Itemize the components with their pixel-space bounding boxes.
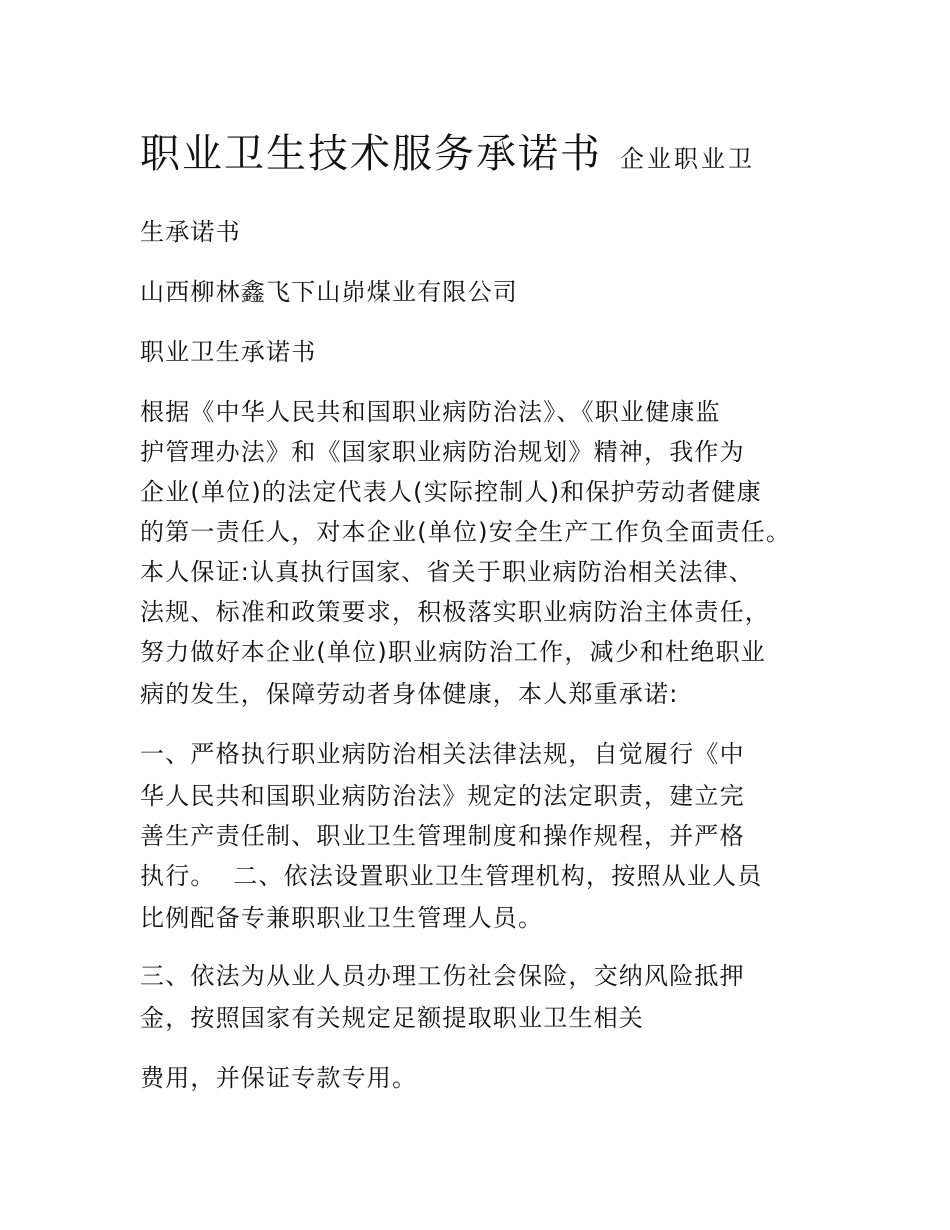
body-line: 法规、标准和政策要求，积极落实职业病防治主体责任， xyxy=(140,598,770,626)
body-line: 护管理办法》和《国家职业病防治规划》精神，我作为 xyxy=(140,438,745,466)
body-line: 华人民共和国职业病防治法》规定的法定职责，建立完 xyxy=(140,782,745,810)
title-line xyxy=(140,130,755,178)
body-line: 费用，并保证专款专用。 xyxy=(140,1064,418,1092)
body-line: 善生产责任制、职业卫生管理制度和操作规程，并严格 xyxy=(140,822,745,850)
company-name: 山西柳林鑫飞下山峁煤业有限公司 xyxy=(140,278,518,306)
body-line: 执行。 二、依法设置职业卫生管理机构，按照从业人员 xyxy=(140,862,763,890)
body-line: 本人保证:认真执行国家、省关于职业病防治相关法律、 xyxy=(140,558,755,586)
body-line: 一、严格执行职业病防治相关法律法规，自觉履行《中 xyxy=(140,740,745,768)
document-title-suffix: 企业职业卫 xyxy=(620,145,755,173)
body-line: 努力做好本企业(单位)职业病防治工作，减少和杜绝职业 xyxy=(140,638,766,666)
body-line: 病的发生，保障劳动者身体健康，本人郑重承诺: xyxy=(140,680,679,708)
body-line: 的第一责任人，对本企业(单位)安全生产工作负全面责任。 xyxy=(140,518,792,546)
body-line: 金，按照国家有关规定足额提取职业卫生相关 xyxy=(140,1004,644,1032)
body-line: 比例配备专兼职职业卫生管理人员。 xyxy=(140,904,544,932)
title-continuation: 生承诺书 xyxy=(140,218,241,246)
document-title: 职业卫生技术服务承诺书 xyxy=(140,131,602,177)
body-line: 企业(单位)的法定代表人(实际控制人)和保护劳动者健康 xyxy=(140,478,762,506)
body-line: 三、依法为从业人员办理工伤社会保险，交纳风险抵押 xyxy=(140,962,745,990)
subheading: 职业卫生承诺书 xyxy=(140,338,317,366)
body-line: 根据《中华人民共和国职业病防治法》、《职业健康监 xyxy=(140,398,721,426)
